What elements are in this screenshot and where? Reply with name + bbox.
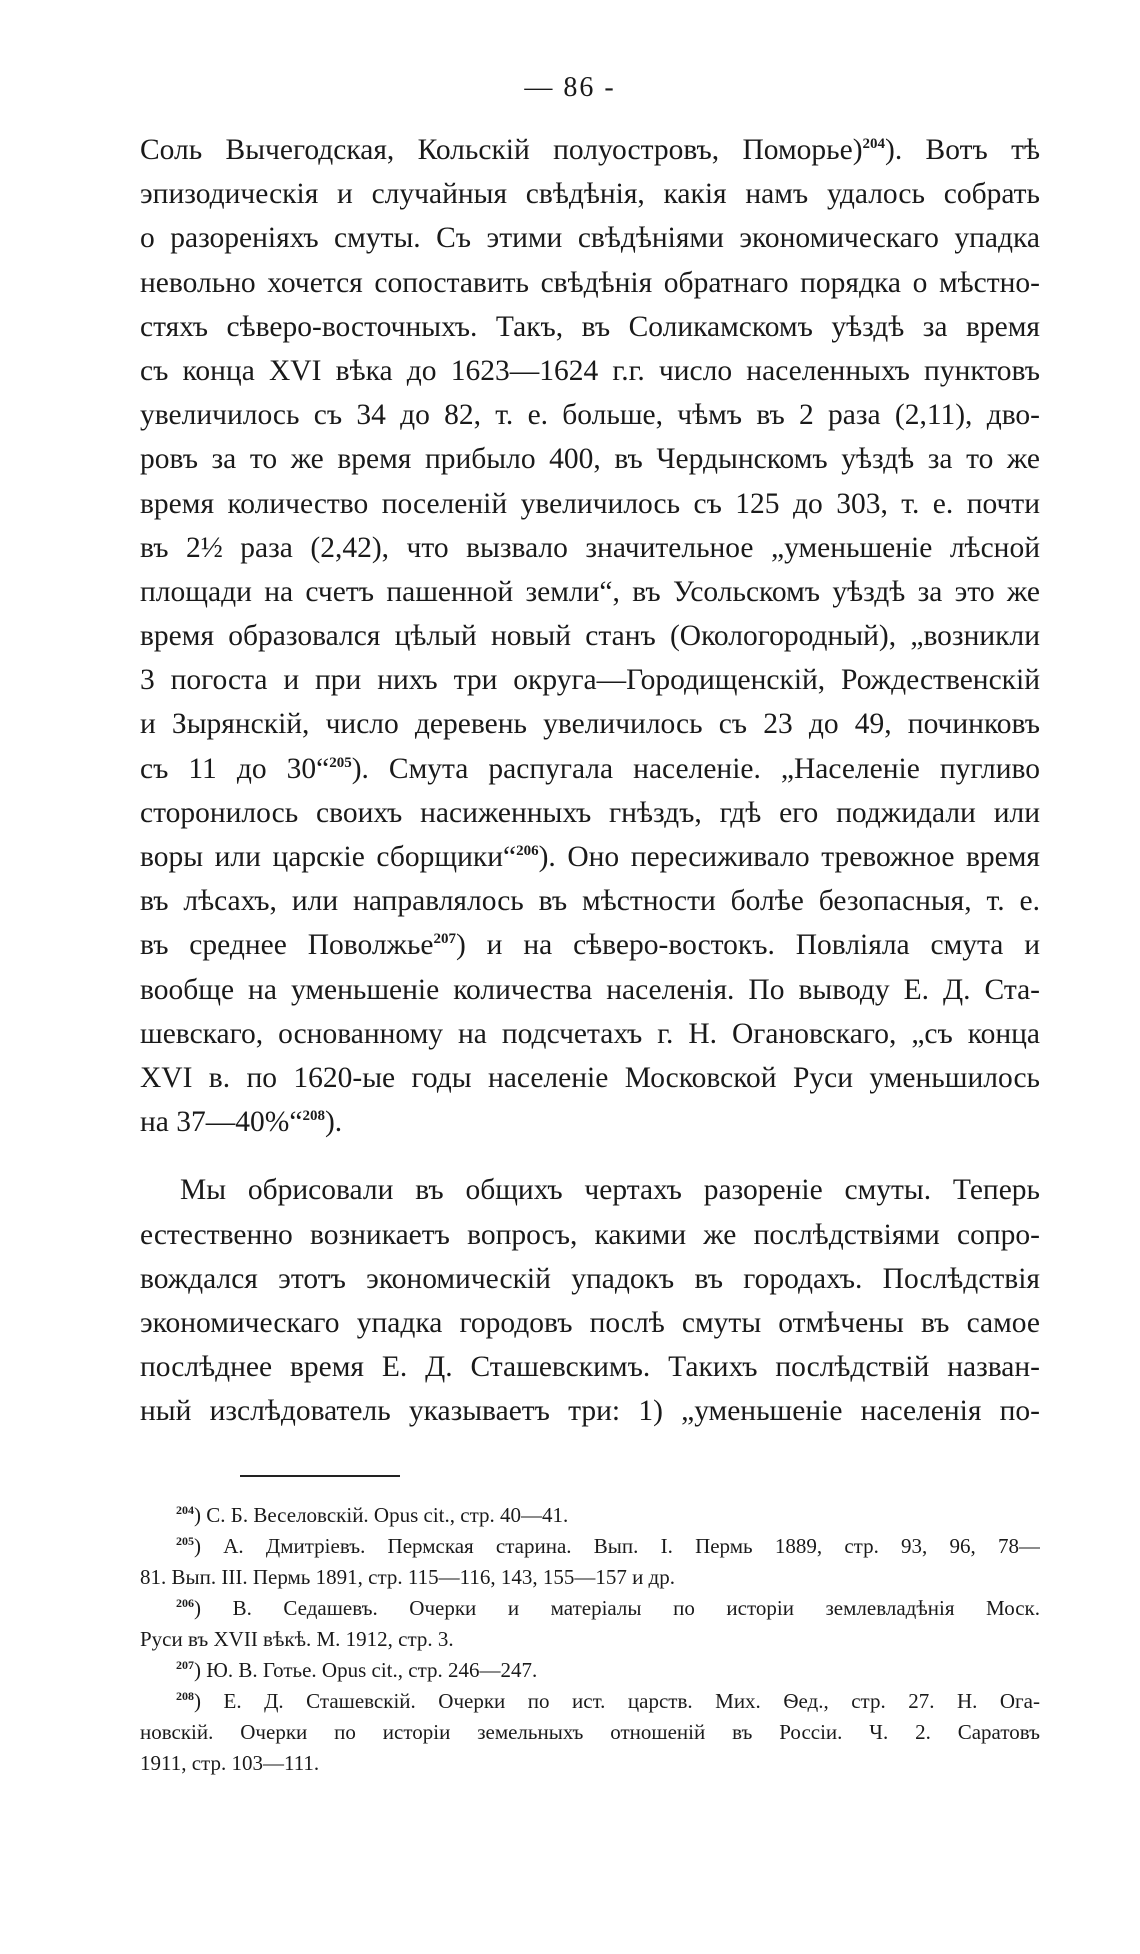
footnote-separator: [240, 1475, 400, 1477]
footnote-line: [140, 1562, 1040, 1593]
footnote-paren: ): [194, 1503, 207, 1527]
line-text: послѣднее время Е. Д. Сташевскимъ. Такихъ послѣдствій назван-: [140, 1351, 1040, 1384]
text-line: [140, 1213, 1040, 1257]
line-text: Соль Вычегодская, Кольскій полуостровъ, Поморье): [140, 134, 863, 166]
text-line: [140, 1345, 1040, 1389]
footnote-text: новскій. Очерки по исторіи земельныхъ отношеній въ Россіи. Ч. 2. Саратовъ: [140, 1720, 1040, 1744]
paragraph-gap: [140, 1144, 1040, 1168]
footnote-text: 81. Вып. III. Пермь 1891, стр. 115—116, 143, 155—157 и др.: [140, 1565, 675, 1589]
line-text: воры или царскіе сборщики“: [140, 841, 517, 873]
text-line: [140, 261, 1040, 305]
footnote-line: [140, 1624, 1040, 1655]
line-text: экономическаго упадка городовъ послѣ смуты отмѣчены въ самое: [140, 1306, 1040, 1339]
text-line: [140, 1301, 1040, 1345]
text-line: [140, 791, 1040, 835]
line-text: и Зырянскій, число деревень увеличилось съ 23 до 49, починковъ: [140, 708, 1040, 741]
line-text: въ среднее Поволжье: [140, 929, 434, 962]
line-text: увеличилось съ 34 до 82, т. е. больше, чѣмъ въ 2 раза (2,11), дво-: [140, 399, 1040, 432]
footnote-ref: 206: [516, 843, 539, 860]
footnote-ref: 204: [862, 136, 886, 153]
line-text: время образовался цѣлый новый станъ (Окологородный), „возникли: [140, 620, 1040, 653]
footnote-number: 207: [176, 1658, 194, 1672]
line-text-after: ). Вотъ тѣ: [885, 134, 1040, 166]
line-text-after: ) и на сѣверо-востокъ. Повліяла смута и: [456, 929, 1040, 962]
text-line: [140, 923, 1040, 967]
text-line: [140, 1257, 1040, 1301]
line-text: шевскаго, основанному на подсчетахъ г. Н. Огановскаго, „съ конца: [140, 1017, 1040, 1050]
line-text: естественно возникаетъ вопросъ, какими же послѣдствіями сопро-: [140, 1218, 1040, 1251]
line-text-after: ).: [324, 1106, 343, 1139]
footnote-line: [140, 1593, 1040, 1624]
footnote-text: А. Дмитріевъ. Пермская старина. Вып. I. Пермь 1889, стр. 93, 96, 78—: [223, 1534, 1040, 1558]
text-line: [140, 879, 1040, 923]
line-text: ровъ за то же время прибыло 400, въ Чердынскомъ уѣздѣ за то же: [140, 443, 1040, 476]
footnote-line: [140, 1748, 1040, 1779]
line-text: стяхъ сѣверо-восточныхъ. Такъ, въ Соликамскомъ уѣздѣ за время: [140, 310, 1040, 343]
text-line: [140, 614, 1040, 658]
line-text: съ 11 до 30“: [140, 752, 330, 785]
line-text: невольно хочется сопоставить свѣдѣнія обратнаго порядка о мѣстно-: [140, 266, 1040, 299]
line-text: на 37—40%“: [140, 1106, 303, 1139]
line-text: эпизодическія и случайныя свѣдѣнія, какія намъ удалось собрать: [140, 178, 1040, 211]
line-text: ный изслѣдователь указываетъ три: 1) „уменьшеніе населенія по-: [140, 1395, 1040, 1428]
text-line: [140, 835, 1040, 879]
footnote-paren: ): [194, 1658, 207, 1682]
text-line: [140, 1389, 1040, 1433]
paragraph-2: [140, 1168, 1040, 1433]
line-text: Мы обрисовали въ общихъ чертахъ разореніе смуты. Теперь: [180, 1174, 1040, 1207]
line-text: сторонилось своихъ насиженныхъ гнѣздъ, гдѣ его поджидали или: [140, 796, 1040, 829]
line-text: съ конца XVI вѣка до 1623—1624 г.г. число населенныхъ пунктовъ: [140, 354, 1040, 387]
line-text: площади на счетъ пашенной земли“, въ Усольскомъ уѣздѣ за это же: [140, 575, 1040, 608]
line-text: вождался этотъ экономическій упадокъ въ городахъ. Послѣдствія: [140, 1262, 1040, 1295]
footnote-line: [140, 1686, 1040, 1717]
text-line: [140, 747, 1040, 791]
footnote-text: Ю. В. Готье. Opus cit., стр. 246—247.: [206, 1658, 538, 1682]
line-text-after: ). Смута распугала населеніе. „Населеніе пугливо: [351, 752, 1040, 785]
footnote-text: Е. Д. Сташевскій. Очерки по ист. царств. Мих. Ѳед., стр. 27. Н. Ога-: [223, 1689, 1040, 1713]
text-line: [140, 1100, 1040, 1144]
text-line: [140, 968, 1040, 1012]
text-line: [140, 216, 1040, 260]
line-text: о разореніяхъ смуты. Съ этими свѣдѣніями экономическаго упадка: [140, 222, 1040, 255]
text-line: [140, 1056, 1040, 1100]
text-line: [140, 305, 1040, 349]
text-line: [140, 658, 1040, 702]
page-number: — 86 -: [524, 72, 616, 103]
footnote-paren: ): [194, 1689, 224, 1713]
footnote-line: [140, 1717, 1040, 1748]
footnote-ref: 208: [302, 1108, 325, 1125]
text-line: [140, 1168, 1040, 1212]
paragraph-1: [140, 128, 1040, 1144]
line-text: время количество поселеній увеличилось съ 125 до 303, т. е. почти: [140, 487, 1040, 520]
line-text: 3 погоста и при нихъ три округа—Городищенскій, Рождественскій: [140, 664, 1040, 697]
footnote-number: 208: [176, 1689, 194, 1703]
text-line: [140, 482, 1040, 526]
footnotes: [140, 1500, 1040, 1779]
line-text: въ лѣсахъ, или направлялось въ мѣстности болѣе безопасныя, т. е.: [140, 885, 1040, 918]
text-line: [140, 128, 1040, 172]
text-line: [140, 526, 1040, 570]
line-text: вообще на уменьшеніе количества населенія. По выводу Е. Д. Ста-: [140, 973, 1040, 1006]
text-line: [140, 172, 1040, 216]
footnote-paren: ): [194, 1596, 233, 1620]
footnote-ref: 207: [433, 931, 456, 948]
footnote-ref: 205: [329, 754, 352, 771]
footnote-line: [140, 1531, 1040, 1562]
footnote-number: 204: [176, 1503, 194, 1517]
main-text: [140, 128, 1040, 1433]
line-text: XVI в. по 1620-ые годы населеніе Московской Руси уменьшилось: [140, 1061, 1040, 1094]
footnote-text: В. Седашевъ. Очерки и матеріалы по исторіи землевладѣнія Моск.: [232, 1596, 1040, 1620]
footnote-paren: ): [194, 1534, 224, 1558]
footnote-text: 1911, стр. 103—111.: [140, 1751, 320, 1775]
footnote-line: [140, 1655, 1040, 1686]
line-text: въ 2½ раза (2,42), что вызвало значительное „уменьшеніе лѣсной: [140, 531, 1040, 564]
footnote-number: 205: [176, 1534, 194, 1548]
footnote-number: 206: [176, 1596, 194, 1610]
line-text-after: ). Оно пересиживало тревожное время: [538, 841, 1040, 873]
text-line: [140, 393, 1040, 437]
text-line: [140, 1012, 1040, 1056]
footnote-line: [140, 1500, 1040, 1531]
text-line: [140, 702, 1040, 746]
footnote-text: С. Б. Веселовскій. Opus cit., стр. 40—41.: [206, 1503, 569, 1527]
text-line: [140, 349, 1040, 393]
footnote-text: Руси въ XVII вѣкѣ. М. 1912, стр. 3.: [140, 1627, 454, 1651]
text-line: [140, 570, 1040, 614]
text-line: [140, 437, 1040, 481]
